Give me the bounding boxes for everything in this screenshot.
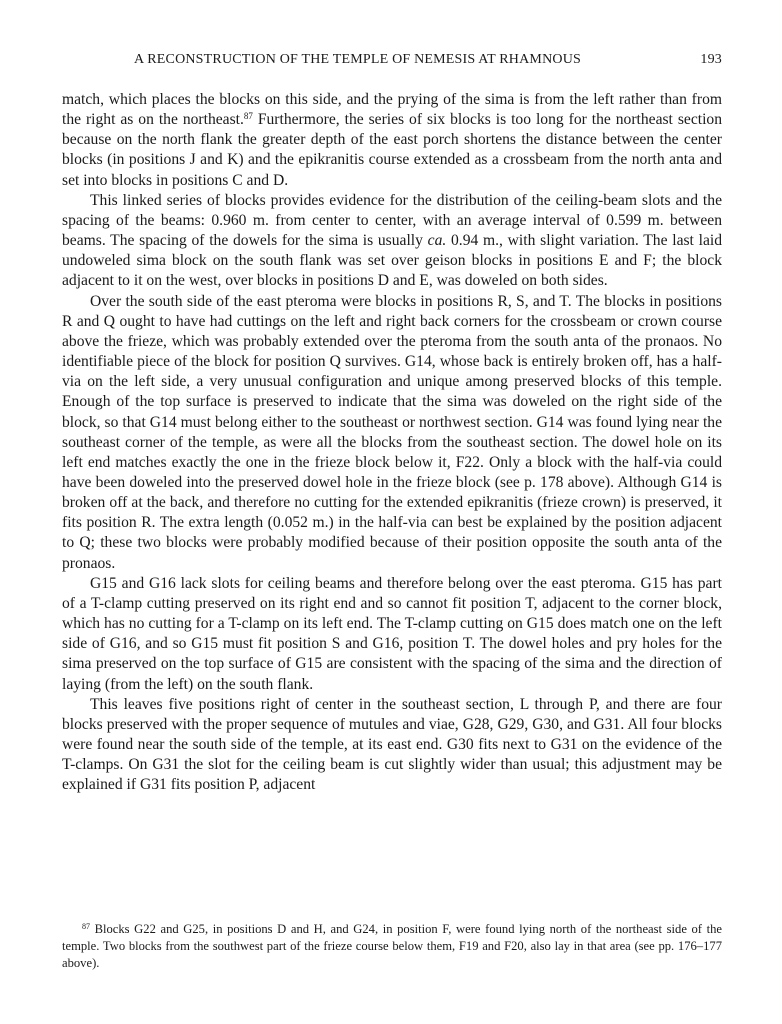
paragraph-4: G15 and G16 lack slots for ceiling beams and therefore belong over the east pteroma. G15 has part of a T-clamp cutting preserved on its right end and so cannot fit position T, adjacent to the corner block, which has no cutting for a T-clamp on its left end. The T-clamp cutting on G15 does match one on the left side of G16, and so G15 must fit position S and G16, position T. The dowel holes and pry holes for the sima preserved on the top surface of G15 are consistent with the spacing of the sima and the direction of laying (from the left) on the south flank. <box>62 574 722 693</box>
running-header <box>62 52 722 72</box>
footnotes <box>62 921 722 972</box>
footnote-reference: 87 <box>243 111 253 122</box>
paragraph-2: This linked series of blocks provides evidence for the distribution of the ceiling-beam slots and the spacing of the beams: 0.960 m. from center to center, with an average interval of 0.599 m. between beams. The spacing of the dowels for the sima is usually ca. 0.94 m., with slight variation. The last laid undoweled sima block on the south flank was set over geison blocks in positions E and F; the block adjacent to it on the west, over blocks in positions D and E, was doweled on both sides. <box>62 191 722 290</box>
paragraph-3: Over the south side of the east pteroma were blocks in positions R, S, and T. The blocks in positions R and Q ought to have had cuttings on the left and right back corners for the crossbeam or crown course above the frieze, which was probably extended over the pteroma from the south anta of the pronaos. No identifiable piece of the block for position Q survives. G14, whose back is entirely broken off, has a half-via on the left side, a very unusual configuration and unique among preserved blocks of this temple. Enough of the top surface is preserved to indicate that the sima was doweled on the right side of the block, so that G14 must belong either to the southeast or northwest section. G14 was found lying near the southeast corner of the temple, as were all the blocks from the southeast section. The dowel hole on its left end matches exactly the one in the frieze block below it, F22. Only a block with the half-via could have been doweled into the preserved dowel hole in the frieze block (see p. 178 above). Although G14 is broken off at the back, and therefore no cutting for the extended epikranitis (frieze crown) is preserved, it fits position R. The extra length (0.052 m.) in the half-via can best be explained by the position adjacent to Q; these two blocks were probably modified because of their position opposite the south anta of the pronaos. <box>62 292 722 572</box>
footnote-87 <box>62 921 722 972</box>
footnote-number: 87 <box>82 922 90 931</box>
body-text <box>62 90 722 795</box>
paragraph-1: match, which places the blocks on this side, and the prying of the sima is from the left rather than from the right as on the northeast.$^{87}$ Furthermore, the series of six blocks is too long for the northeast section because on the north flank the greater depth of the east porch shortens the distance between the center blocks (in positions J and K) and the epikranitis course extended as a crossbeam from the north anta and set into blocks in positions C and D. <box>62 91 723 189</box>
page <box>62 0 722 1024</box>
running-title: A RECONSTRUCTION OF THE TEMPLE OF NEMESIS AT RHAMNOUS <box>134 52 581 67</box>
footnote-text: Blocks G22 and G25, in positions D and H, and G24, in position F, were found lying north of the northeast side of the temple. Two blocks from the southwest part of the frieze course below them, F19 and F20, also lay in that area (see pp. 176–177 above). <box>62 922 722 970</box>
paragraph-5: This leaves five positions right of center in the southeast section, L through P, and there are four blocks preserved with the proper sequence of mutules and viae, G28, G29, G30, and G31. All four blocks were found near the south side of the temple, at its east end. G30 fits next to G31 on the evidence of the T-clamps. On G31 the slot for the ceiling beam is cut slightly wider than usual; this adjustment may be explained if G31 fits position P, adjacent <box>62 695 722 794</box>
page-number: 193 <box>700 52 722 67</box>
